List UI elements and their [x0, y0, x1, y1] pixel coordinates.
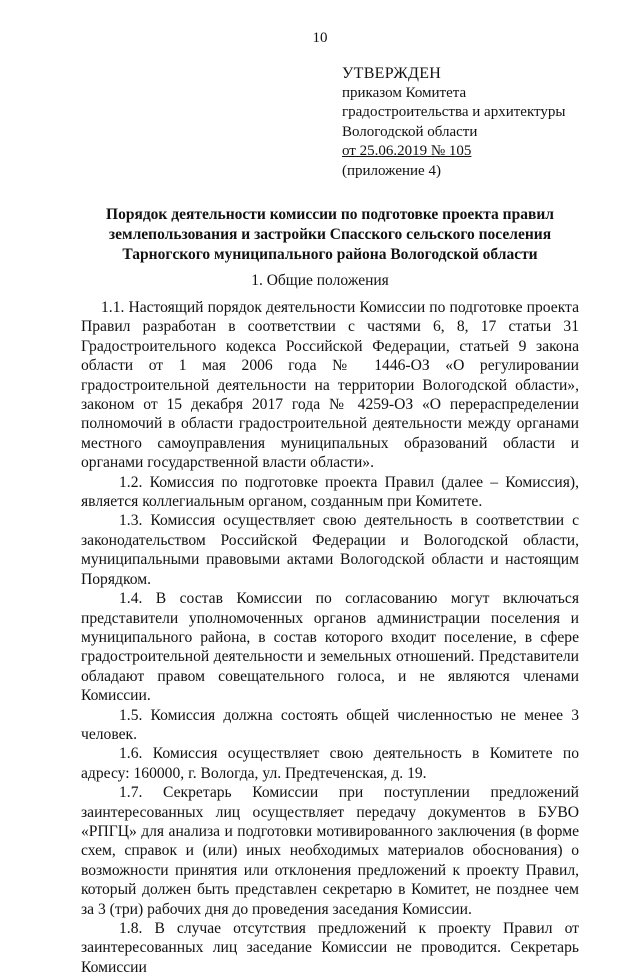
paragraph: 1.6. Комиссия осуществляет свою деятельность в Комитете по адресу: 160000, г. Вологда, ул. Предтеченская, д. 19. [81, 745, 579, 782]
paragraph: 1.8. В случае отсутствия предложений к проекту Правил от заинтересованных лиц заседание Комиссии не проводится. Секретарь Комиссии [81, 920, 579, 976]
approval-line: Вологодской области [342, 123, 478, 140]
approval-line: градостроительства и архитектуры [342, 104, 566, 120]
page-number: 10 [312, 30, 328, 46]
document-title: Порядок деятельности комиссии по подготовке проекта правил землепользования и застройки Спасского сельского поселения Тарногского муниципального района Вологодской области [106, 206, 554, 263]
paragraph: 1.4. В состав Комиссии по согласованию могут включаться представители уполномоченных органов администрации поселения и муниципального района, в состав которого входит поселение, в сфере градостроительной деятельности и земельных отношений. Представители обладают правом совещательного голоса, и не являются членами Комиссии. [81, 590, 579, 705]
document-body [81, 298, 579, 977]
approval-order: от 25.06.2019 № 105 [342, 143, 472, 159]
paragraph: 1.5. Комиссия должна состоять общей численностью не менее 3 человек. [81, 706, 579, 743]
approval-block [342, 64, 565, 181]
paragraph: 1.2. Комиссия по подготовке проекта Правил (далее – Комиссия), является коллегиальным органом, созданным при Комитете. [81, 473, 579, 511]
section-heading: 1. Общие положения [251, 272, 389, 289]
paragraph: 1.3. Комиссия осуществляет свою деятельность в соответствии с законодательством Российской Федерации и Вологодской области, муниципальными правовыми актами Вологодской области и настоящим Порядком. [81, 512, 579, 588]
paragraph: 1.1. Настоящий порядок деятельности Комиссии по подготовке проекта Правил разработан в соответствии с частями 6, 8, 17 статьи 31 Градостроительного кодекса Российской Федерации, статьей 9 закона области от 1 мая 2006 года № 1446-ОЗ «О регулировании градостроительной деятельности на территории Вологодской области», законом от 15 декабря 2017 года № 4259-ОЗ «О перераспределении полномочий в области градостроительной деятельности между органами местного самоуправления муниципальных образований области и органами государственной власти области». [81, 299, 579, 472]
approval-annex: (приложение 4) [342, 162, 441, 179]
paragraph: 1.7. Секретарь Комиссии при поступлении предложений заинтересованных лиц осуществляет передачу документов в БУВО «РПГЦ» для анализа и подготовки мотивированного заключения (в форме схем, справок и (или) иных необходимых материалов обоснования) о возможности принятия или отклонения предложений к проекту Правил, который должен быть представлен секретарю в Комитет, не позднее чем за 3 (три) рабочих дня до проведения заседания Комиссии. [81, 784, 579, 918]
approval-line: приказом Комитета [342, 84, 467, 101]
approval-heading: УТВЕРЖДЕН [342, 65, 442, 82]
